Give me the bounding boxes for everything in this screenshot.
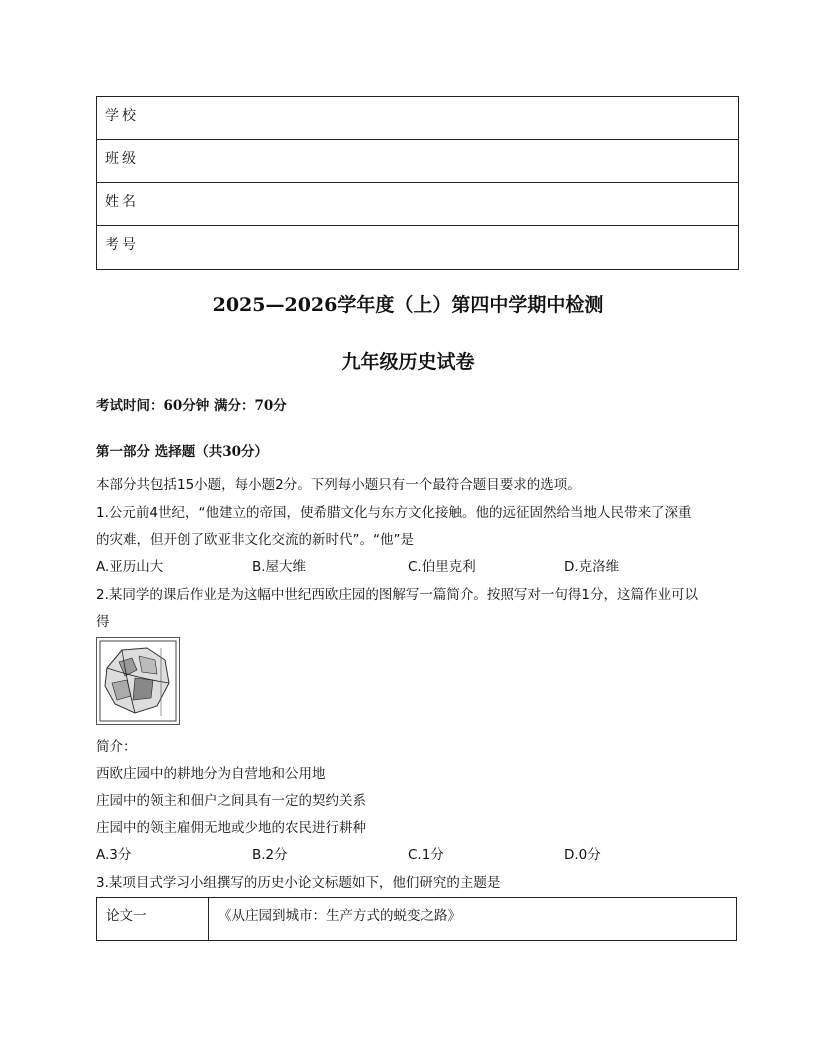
student-info-table <box>96 96 739 270</box>
q2-option-a[interactable]: A.3分 <box>96 847 132 863</box>
manor-diagram-icon <box>97 638 179 724</box>
info-row-exam-number[interactable]: 考号 <box>105 237 139 253</box>
exam-title: 2025—2026学年度（上）第四中学期中检测 <box>212 294 604 316</box>
q2-option-b[interactable]: B.2分 <box>252 847 288 863</box>
q2-option-c[interactable]: C.1分 <box>408 847 444 863</box>
q3-paper-table <box>96 897 737 941</box>
q1-option-c[interactable]: C.伯里克利 <box>408 559 476 575</box>
q1-option-b[interactable]: B.屋大维 <box>252 559 307 575</box>
q2-sentence-1: 西欧庄园中的耕地分为自营地和公用地 <box>96 766 326 782</box>
q2-intro-label: 简介： <box>96 739 137 755</box>
q2-stem-line1: 2.某同学的课后作业是为这幅中世纪西欧庄园的图解写一篇简介。按照写对一句得1分，这篇作业可以 <box>96 587 698 603</box>
q2-stem-line2: 得 <box>96 614 110 630</box>
q3-stem: 3.某项目式学习小组撰写的历史小论文标题如下，他们研究的主题是 <box>96 875 501 891</box>
section-intro: 本部分共包括15小题，每小题2分。下列每小题只有一个最符合题目要求的选项。 <box>96 477 581 493</box>
q2-option-d[interactable]: D.0分 <box>564 847 601 863</box>
info-row-class[interactable]: 班级 <box>97 140 738 183</box>
info-row-name[interactable]: 姓名 <box>97 183 738 226</box>
q1-stem-line1: 1.公元前4世纪，“他建立的帝国，使希腊文化与东方文化接触。他的远征固然给当地人民带来了深重 <box>96 505 692 521</box>
paper-label-cell: 论文一 <box>97 898 209 940</box>
manor-diagram-image <box>96 637 180 725</box>
q2-sentence-2: 庄园中的领主和佃户之间具有一定的契约关系 <box>96 793 366 809</box>
q1-stem-line2: 的灾难，但开创了欧亚非文化交流的新时代”。“他”是 <box>96 532 414 548</box>
q1-option-d[interactable]: D.克洛维 <box>564 559 620 575</box>
exam-subtitle: 九年级历史试卷 <box>341 351 475 373</box>
paper-title-cell: 《从庄园到城市：生产方式的蜕变之路》 <box>218 908 461 924</box>
section-heading: 第一部分 选择题（共30分） <box>96 444 268 460</box>
info-row-school[interactable]: 学校 <box>97 97 738 140</box>
exam-info: 考试时间：60分钟 满分：70分 <box>96 398 287 414</box>
q1-option-a[interactable]: A.亚历山大 <box>96 559 164 575</box>
q2-sentence-3: 庄园中的领主雇佣无地或少地的农民进行耕种 <box>96 820 366 836</box>
